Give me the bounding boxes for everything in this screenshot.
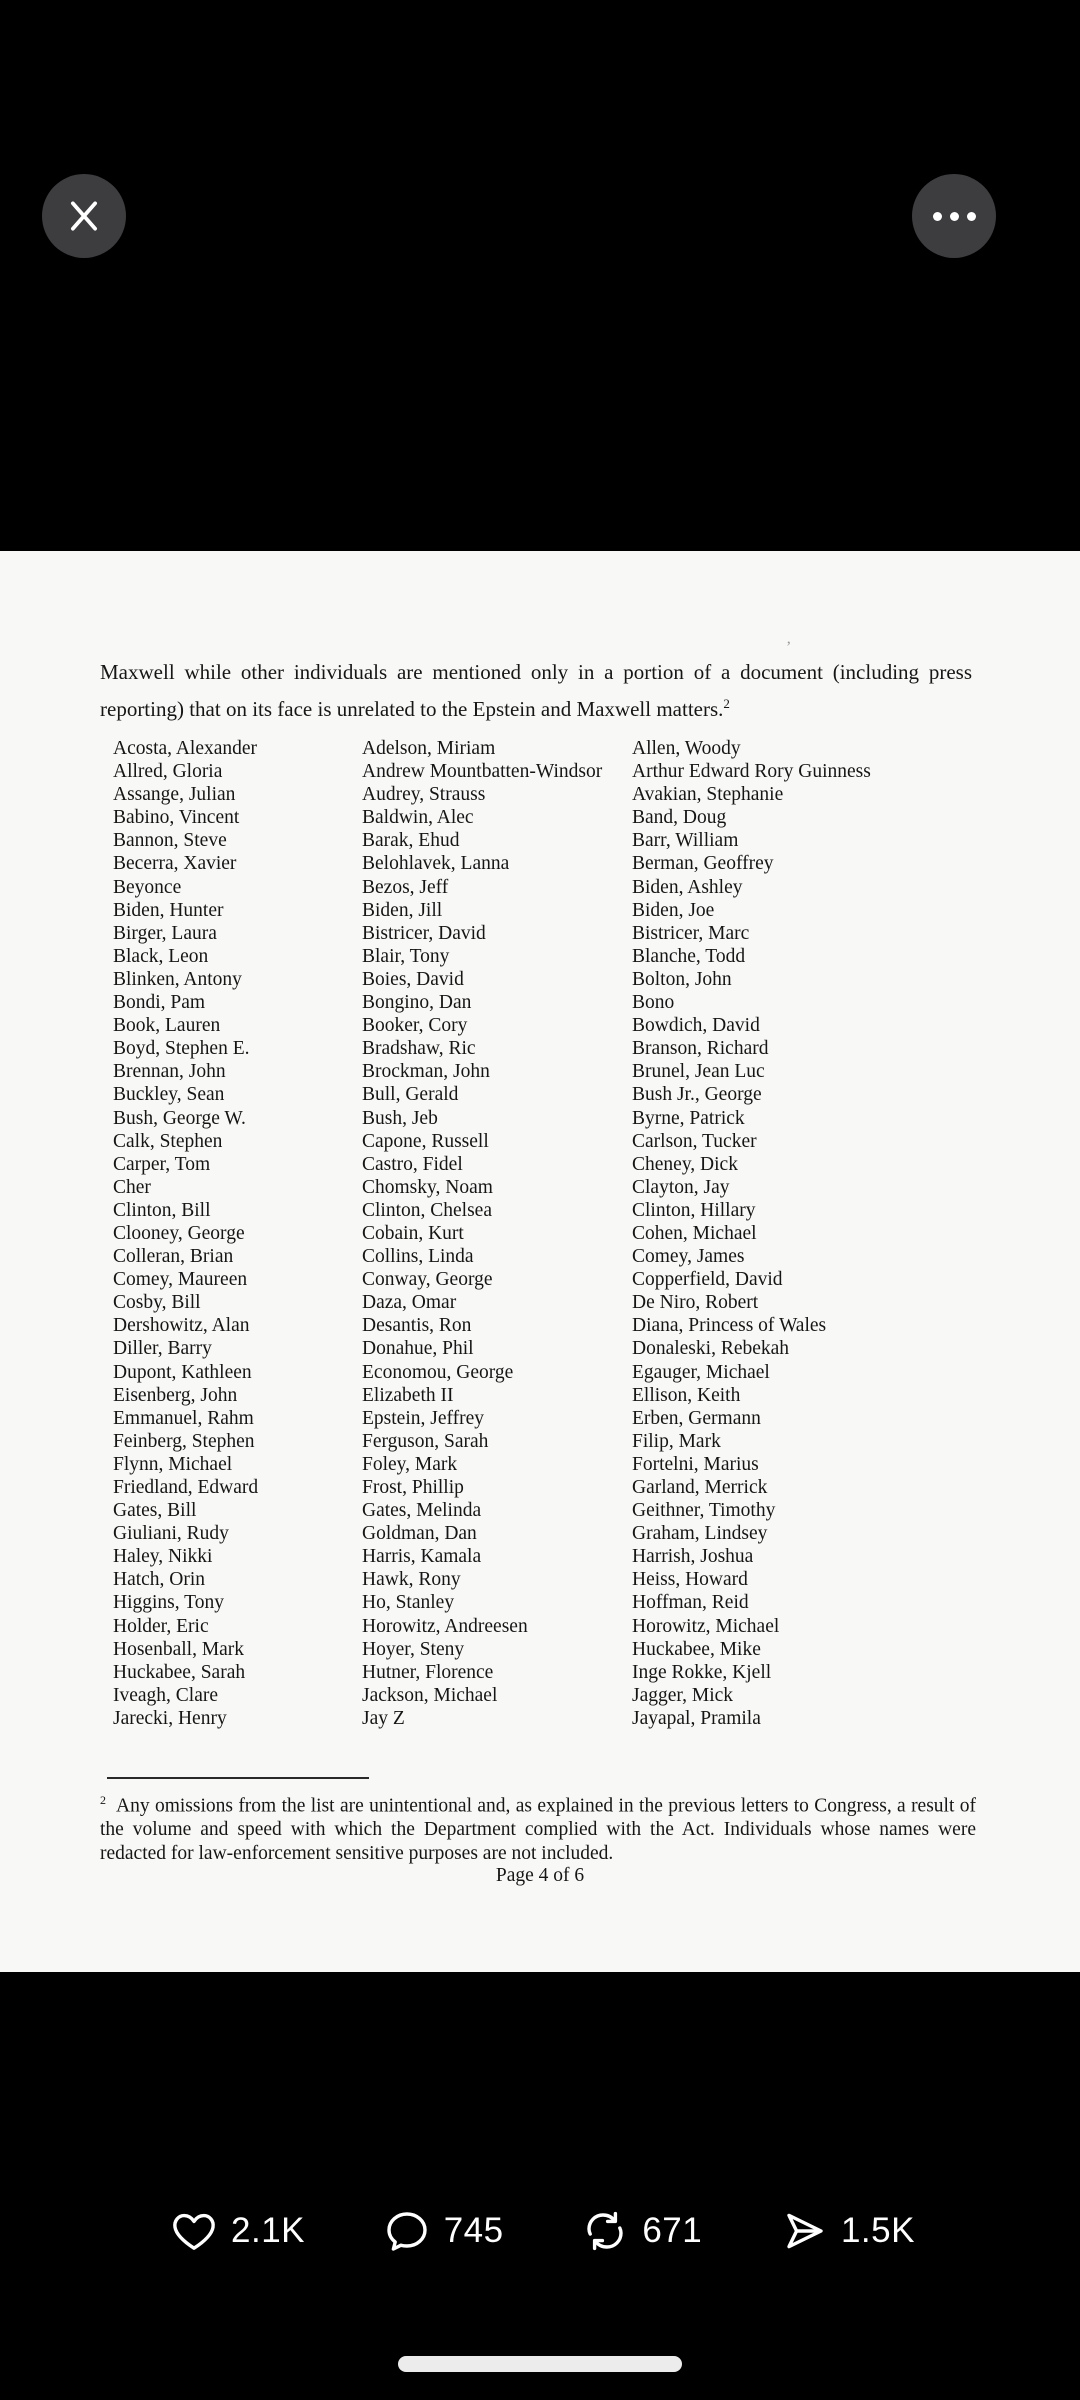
name-list-item: Arthur Edward Rory Guinness	[632, 761, 871, 783]
like-count: 2.1K	[231, 2211, 305, 2250]
name-list-item: Clinton, Chelsea	[362, 1199, 492, 1221]
name-list-item: Belohlavek, Lanna	[362, 853, 510, 875]
name-list-item: Flynn, Michael	[113, 1453, 233, 1475]
name-list-item: Jackson, Michael	[362, 1684, 498, 1706]
name-list-item: Black, Leon	[113, 945, 209, 967]
close-button[interactable]	[42, 174, 126, 258]
name-list-item: Bull, Gerald	[362, 1084, 459, 1106]
name-list-item: Horowitz, Michael	[632, 1615, 780, 1637]
name-list-item: Friedland, Edward	[113, 1477, 259, 1498]
name-list-item: Harrish, Joshua	[632, 1546, 754, 1568]
name-list-item: Allred, Gloria	[113, 761, 223, 783]
name-list-item: Berman, Geoffrey	[632, 853, 774, 875]
name-list-item: Dershowitz, Alan	[113, 1315, 250, 1337]
comment-count: 745	[443, 2211, 504, 2250]
name-list-item: Donahue, Phil	[362, 1338, 474, 1360]
name-list-item: Calk, Stephen	[113, 1130, 223, 1152]
name-list-item: Holder, Eric	[113, 1615, 209, 1637]
name-list-item: Diana, Princess of Wales	[632, 1315, 827, 1337]
repost-button[interactable]	[581, 2207, 702, 2255]
name-list-item: Boies, David	[362, 968, 464, 990]
document-intro-paragraph	[100, 657, 972, 725]
name-list-item: Boyd, Stephen E.	[113, 1038, 250, 1060]
name-list-item: Brockman, John	[362, 1061, 490, 1083]
name-list-item: Barak, Ehud	[362, 830, 460, 852]
engagement-bar	[170, 2196, 915, 2266]
name-list-item: Goldman, Dan	[362, 1523, 477, 1545]
name-list-item: Assange, Julian	[113, 784, 236, 806]
name-list-item: Bolton, John	[632, 968, 732, 990]
intro-text: Maxwell while other individuals are mentioned only in a portion of a document (including press reporting) that on its face is unrelated to the Epstein and Maxwell matters.	[100, 660, 972, 721]
comment-button[interactable]	[383, 2207, 504, 2255]
name-list-item: Jayapal, Pramila	[632, 1707, 761, 1729]
name-list-item: Cheney, Dick	[632, 1153, 738, 1175]
name-list-item: Adelson, Miriam	[362, 738, 496, 759]
name-list-item: Bush, George W.	[113, 1107, 246, 1129]
name-list-item: Cosby, Bill	[113, 1292, 201, 1314]
name-list-item: Emmanuel, Rahm	[113, 1407, 254, 1429]
name-list-item: Epstein, Jeffrey	[362, 1407, 485, 1429]
name-list-item: Hatch, Orin	[113, 1569, 206, 1591]
name-list-item: Jay Z	[362, 1707, 405, 1729]
name-list-item: Castro, Fidel	[362, 1153, 463, 1175]
name-list-item: Desantis, Ron	[362, 1315, 472, 1337]
name-list-item: Bradshaw, Ric	[362, 1038, 476, 1060]
name-list-item: Heiss, Howard	[632, 1569, 748, 1591]
name-list-item: Frost, Phillip	[362, 1477, 464, 1498]
name-list-item: Audrey, Strauss	[362, 784, 486, 806]
name-list-item: Branson, Richard	[632, 1038, 769, 1060]
name-list-item: Biden, Jill	[362, 899, 443, 921]
name-list-item: Bistricer, Marc	[632, 922, 750, 944]
name-list-item: Becerra, Xavier	[113, 853, 237, 875]
name-list-item: Cobain, Kurt	[362, 1222, 464, 1244]
name-list-item: Biden, Ashley	[632, 876, 743, 898]
repost-icon	[581, 2207, 629, 2255]
name-list-item: Graham, Lindsey	[632, 1523, 768, 1545]
document-page-image[interactable]	[0, 551, 1080, 1972]
name-list-item: Jagger, Mick	[632, 1684, 734, 1706]
name-list-item: Giuliani, Rudy	[113, 1523, 229, 1545]
name-list-item: Biden, Hunter	[113, 899, 224, 921]
name-list-item: Booker, Cory	[362, 1015, 468, 1037]
name-list-item: Collins, Linda	[362, 1246, 474, 1268]
close-icon	[65, 197, 103, 235]
name-list-item: Haley, Nikki	[113, 1546, 213, 1568]
name-list-item: Comey, James	[632, 1246, 745, 1268]
name-list-item: Bondi, Pam	[113, 992, 206, 1014]
name-list-item: Jarecki, Henry	[113, 1707, 227, 1729]
repost-count: 671	[642, 2211, 703, 2250]
document-footnote	[100, 1789, 976, 1865]
name-list-item: Copperfield, David	[632, 1269, 783, 1291]
name-list-item: Hoyer, Steny	[362, 1638, 465, 1660]
name-list-item: Carlson, Tucker	[632, 1130, 757, 1152]
name-list-item: Buckley, Sean	[113, 1084, 225, 1106]
footnote-divider	[107, 1777, 369, 1779]
name-list-item: Blinken, Antony	[113, 968, 242, 990]
name-list-item: Elizabeth II	[362, 1384, 454, 1406]
name-list-item: Harris, Kamala	[362, 1546, 482, 1568]
name-list-item: Horowitz, Andreesen	[362, 1615, 528, 1637]
name-list-item: Donaleski, Rebekah	[632, 1338, 790, 1360]
footnote-reference: 2	[723, 696, 730, 711]
name-column-1	[113, 737, 362, 1730]
name-list-item: De Niro, Robert	[632, 1292, 759, 1314]
name-list-item: Clayton, Jay	[632, 1176, 730, 1198]
document-content	[0, 551, 1080, 1972]
share-count: 1.5K	[840, 2211, 915, 2250]
name-list-item: Clinton, Hillary	[632, 1199, 756, 1221]
name-list-item: Cher	[113, 1176, 151, 1198]
name-list-item: Cohen, Michael	[632, 1222, 757, 1244]
name-list-item: Allen, Woody	[632, 738, 741, 759]
page-number-label: Page 4 of 6	[495, 1865, 585, 1886]
name-list-item: Bono	[632, 992, 675, 1014]
name-list-columns	[113, 737, 1020, 1730]
name-list-item: Feinberg, Stephen	[113, 1430, 255, 1452]
footnote-marker: 2	[100, 1793, 106, 1807]
name-list-item: Gates, Melinda	[362, 1500, 482, 1522]
name-list-item: Bush, Jeb	[362, 1107, 438, 1129]
name-list-item: Filip, Mark	[632, 1430, 721, 1452]
more-options-button[interactable]	[912, 174, 996, 258]
name-list-item: Chomsky, Noam	[362, 1176, 493, 1198]
name-list-item: Brennan, John	[113, 1061, 226, 1083]
name-list-item: Geithner, Timothy	[632, 1500, 776, 1522]
name-list-item: Blanche, Todd	[632, 945, 746, 967]
name-list-item: Clinton, Bill	[113, 1199, 211, 1221]
name-list-item: Foley, Mark	[362, 1453, 458, 1475]
name-list-item: Clooney, George	[113, 1222, 245, 1244]
name-list-item: Band, Doug	[632, 807, 727, 829]
name-column-2	[362, 737, 632, 1730]
name-list-item: Hoffman, Reid	[632, 1592, 749, 1614]
comment-bubble-icon	[383, 2207, 431, 2255]
name-list-item: Baldwin, Alec	[362, 807, 474, 829]
name-list-item: Eisenberg, John	[113, 1384, 238, 1406]
name-list-item: Hawk, Rony	[362, 1569, 461, 1591]
name-list-item: Brunel, Jean Luc	[632, 1061, 765, 1083]
name-list-item: Bistricer, David	[362, 922, 486, 944]
share-send-icon	[780, 2207, 828, 2255]
name-list-item: Capone, Russell	[362, 1130, 489, 1152]
name-list-item: Hutner, Florence	[362, 1661, 494, 1683]
name-list-item: Fortelni, Marius	[632, 1453, 759, 1475]
name-list-item: Ferguson, Sarah	[362, 1430, 489, 1452]
name-list-item: Babino, Vincent	[113, 807, 240, 829]
name-column-3	[632, 737, 1020, 1730]
name-list-item: Diller, Barry	[113, 1338, 212, 1360]
name-list-item: Iveagh, Clare	[113, 1684, 219, 1706]
home-indicator[interactable]	[398, 2356, 682, 2372]
name-list-item: Egauger, Michael	[632, 1361, 770, 1383]
name-list-item: Bowdich, David	[632, 1015, 760, 1037]
name-list-item: Erben, Germann	[632, 1407, 761, 1429]
name-list-item: Higgins, Tony	[113, 1592, 224, 1614]
share-button[interactable]	[780, 2207, 915, 2255]
name-list-item: Conway, George	[362, 1269, 493, 1291]
name-list-item: Bush Jr., George	[632, 1084, 762, 1106]
name-list-item: Comey, Maureen	[113, 1269, 248, 1291]
name-list-item: Barr, William	[632, 830, 739, 852]
heart-icon	[170, 2207, 218, 2255]
name-list-item: Colleran, Brian	[113, 1246, 234, 1268]
name-list-item: Blair, Tony	[362, 945, 450, 967]
name-list-item: Birger, Laura	[113, 922, 217, 944]
name-list-item: Bannon, Steve	[113, 830, 227, 852]
name-list-item: Acosta, Alexander	[113, 738, 258, 759]
name-list-item: Ho, Stanley	[362, 1592, 455, 1614]
name-list-item: Carper, Tom	[113, 1153, 211, 1175]
name-list-item: Daza, Omar	[362, 1292, 457, 1314]
like-button[interactable]	[170, 2207, 305, 2255]
name-list-item: Avakian, Stephanie	[632, 784, 784, 806]
ellipsis-icon	[933, 212, 976, 221]
name-list-item: Andrew Mountbatten-Windsor	[362, 761, 603, 783]
name-list-item: Byrne, Patrick	[632, 1107, 745, 1129]
name-list-item: Dupont, Kathleen	[113, 1361, 252, 1383]
scan-artifact: ’	[786, 639, 792, 656]
name-list-item: Garland, Merrick	[632, 1477, 768, 1498]
name-list-item: Ellison, Keith	[632, 1384, 741, 1406]
footnote-text: Any omissions from the list are unintentional and, as explained in the previous letters to Congress, a result of the volume and speed with which the Department complied with the Act. Individuals whose names were redacted for law-enforcement sensitive purposes are not included.	[100, 1795, 976, 1864]
name-list-item: Biden, Joe	[632, 899, 715, 921]
name-list-item: Bezos, Jeff	[362, 876, 449, 898]
name-list-item: Bongino, Dan	[362, 992, 472, 1014]
name-list-item: Inge Rokke, Kjell	[632, 1661, 772, 1683]
name-list-item: Gates, Bill	[113, 1500, 197, 1522]
name-list-item: Book, Lauren	[113, 1015, 221, 1037]
name-list-item: Economou, George	[362, 1361, 514, 1383]
name-list-item: Beyonce	[113, 876, 182, 898]
name-list-item: Huckabee, Mike	[632, 1638, 761, 1660]
name-list-item: Hosenball, Mark	[113, 1638, 245, 1660]
name-list-item: Huckabee, Sarah	[113, 1661, 246, 1683]
